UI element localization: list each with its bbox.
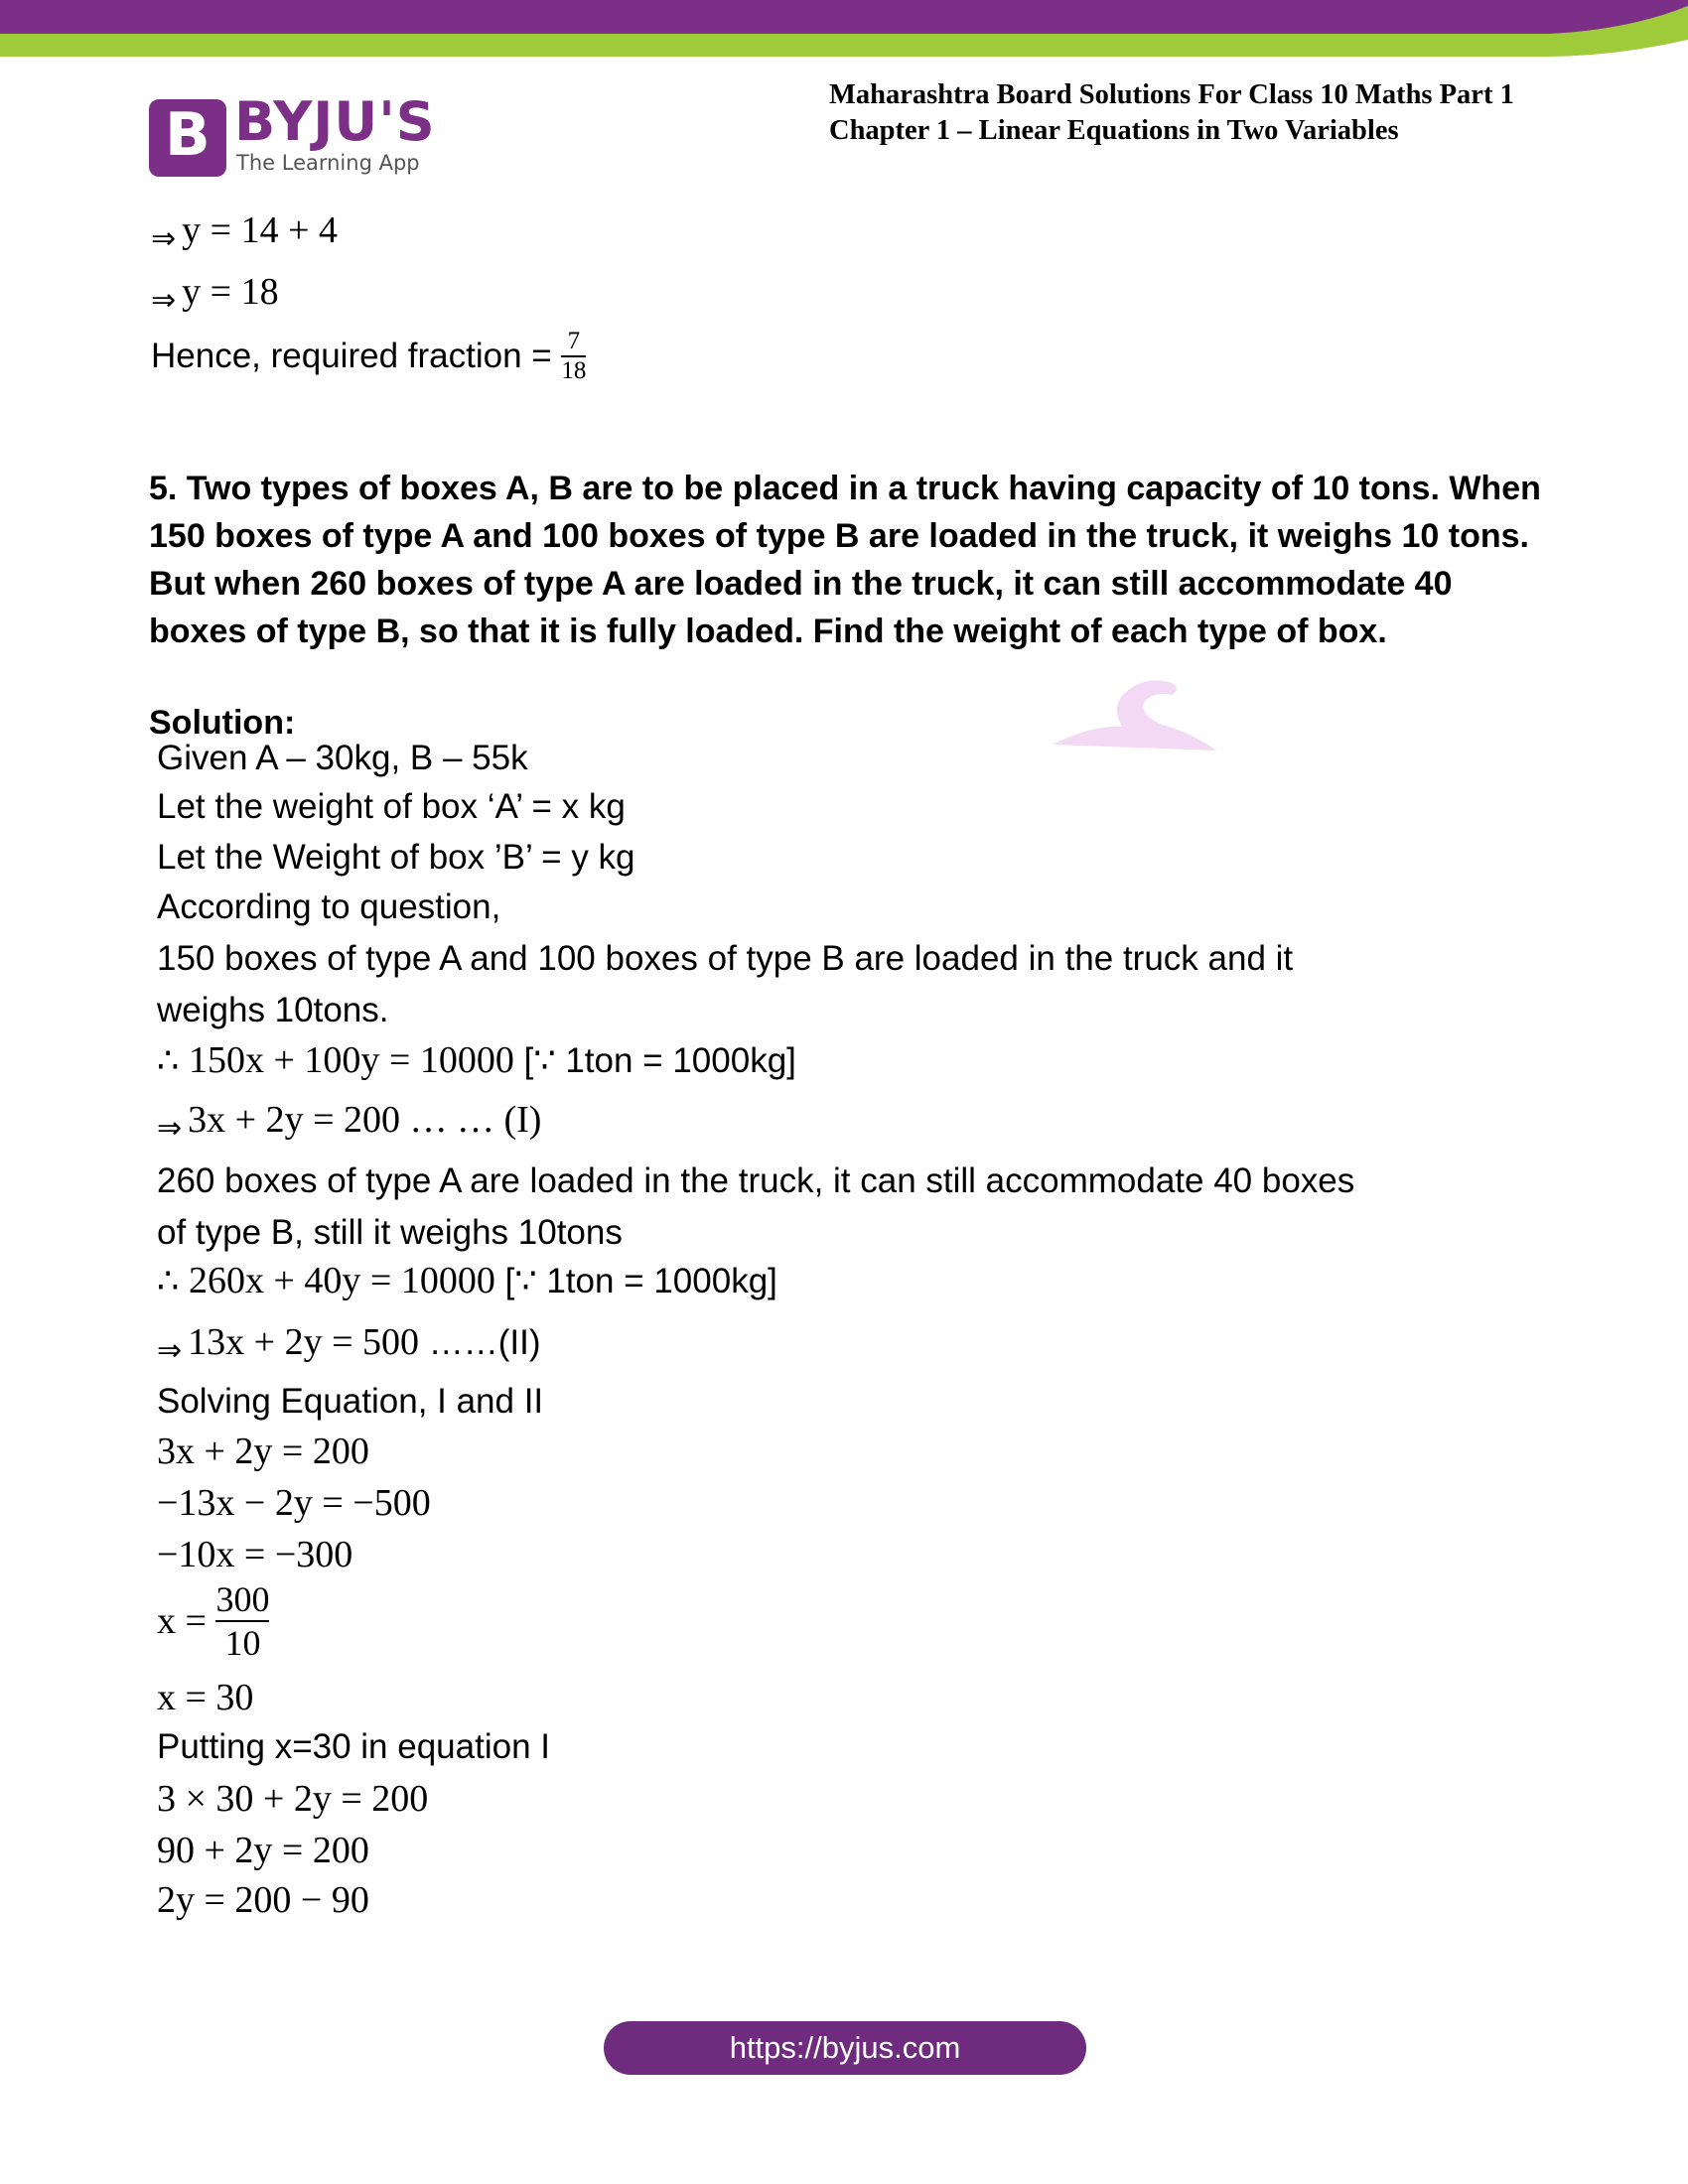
prev-step-2: ⇒ y = 18 [151, 270, 279, 317]
statement-2-line-1: 260 boxes of type A are loaded in the truck, it can still accommodate 40 boxes [157, 1161, 1355, 1200]
equation-1-note: [∵ 1ton = 1000kg] [523, 1041, 796, 1080]
let-b-line: Let the Weight of box ’B’ = y kg [157, 838, 635, 877]
document-header [829, 77, 1514, 149]
statement-1-line-1: 150 boxes of type A and 100 boxes of type B are loaded in the truck and it [157, 939, 1294, 978]
solution-heading: Solution: [149, 704, 296, 742]
logo-tagline: The Learning App [236, 151, 420, 175]
equation-2-label: ……(II) [428, 1323, 541, 1362]
footer-url-link[interactable]: https://byjus.com [604, 2021, 1086, 2075]
according-line: According to question, [157, 887, 501, 926]
header-title-line-1: Maharashtra Board Solutions For Class 10 Maths Part 1 [829, 79, 1514, 110]
fraction-conclusion: Hence, required fraction = $\frac{7}{18}$ [151, 328, 587, 384]
statement-1-line-2: weighs 10tons. [157, 991, 389, 1029]
equation-1-simplified: ⇒ 3x + 2y = 200 … … (I) [157, 1098, 541, 1145]
substitution-1: 3 × 30 + 2y = 200 [157, 1778, 429, 1820]
x-fraction-line: x = $\frac{300}{10}$ [157, 1579, 270, 1663]
given-line: Given A – 30kg, B – 55k [157, 739, 528, 777]
therefore-icon: ∴ [157, 1262, 189, 1300]
implies-arrow-icon: ⇒ [157, 1111, 183, 1146]
implies-arrow-icon: ⇒ [151, 283, 177, 318]
step-3: −10x = −300 [157, 1534, 353, 1575]
equation-2: ∴ 260x + 40y = 10000 [∵ 1ton = 1000kg] [157, 1260, 777, 1301]
top-decorative-band [0, 0, 1688, 60]
step-2: −13x − 2y = −500 [157, 1482, 431, 1524]
substitution-2: 90 + 2y = 200 [157, 1830, 369, 1871]
therefore-icon: ∴ [157, 1041, 189, 1080]
logo-b-icon: B [149, 99, 226, 177]
byjus-logo [149, 90, 447, 179]
logo-brand-name: BYJU'S [234, 90, 436, 153]
statement-2-line-2: of type B, still it weighs 10tons [157, 1213, 623, 1252]
question-5: 5. Two types of boxes A, B are to be placed in a truck having capacity of 10 tons. When 150 boxes of type A and 100 boxes of type B are loaded in the truck, it weighs 10 tons. But when 260 boxes of type A are loaded in the truck, it can still accommodate 40 boxes of type B, so that it is fully loaded. Find the weight of each type of box. [149, 470, 1541, 650]
required-fraction: $\frac{7}{18}$ [561, 328, 587, 384]
putting-line: Putting x=30 in equation I [157, 1727, 550, 1766]
solving-line: Solving Equation, I and II [157, 1382, 544, 1421]
x-result: x = 30 [157, 1677, 254, 1718]
step-1: 3x + 2y = 200 [157, 1431, 369, 1472]
x-fraction: $\frac{300}{10}$ [215, 1579, 270, 1663]
implies-arrow-icon: ⇒ [151, 221, 177, 256]
substitution-3: 2y = 200 − 90 [157, 1879, 369, 1921]
let-a-line: Let the weight of box ‘A’ = x kg [157, 787, 626, 826]
watermark-logo-icon [1033, 665, 1231, 751]
header-title-line-2: Chapter 1 – Linear Equations in Two Variables [829, 115, 1399, 146]
equation-2-note: [∵ 1ton = 1000kg] [504, 1262, 777, 1300]
implies-arrow-icon: ⇒ [157, 1333, 183, 1368]
equation-2-simplified: ⇒ 13x + 2y = 500 ……(II) [157, 1320, 541, 1367]
equation-1: ∴ 150x + 100y = 10000 [∵ 1ton = 1000kg] [157, 1039, 796, 1081]
prev-step-1: ⇒ y = 14 + 4 [151, 208, 338, 255]
